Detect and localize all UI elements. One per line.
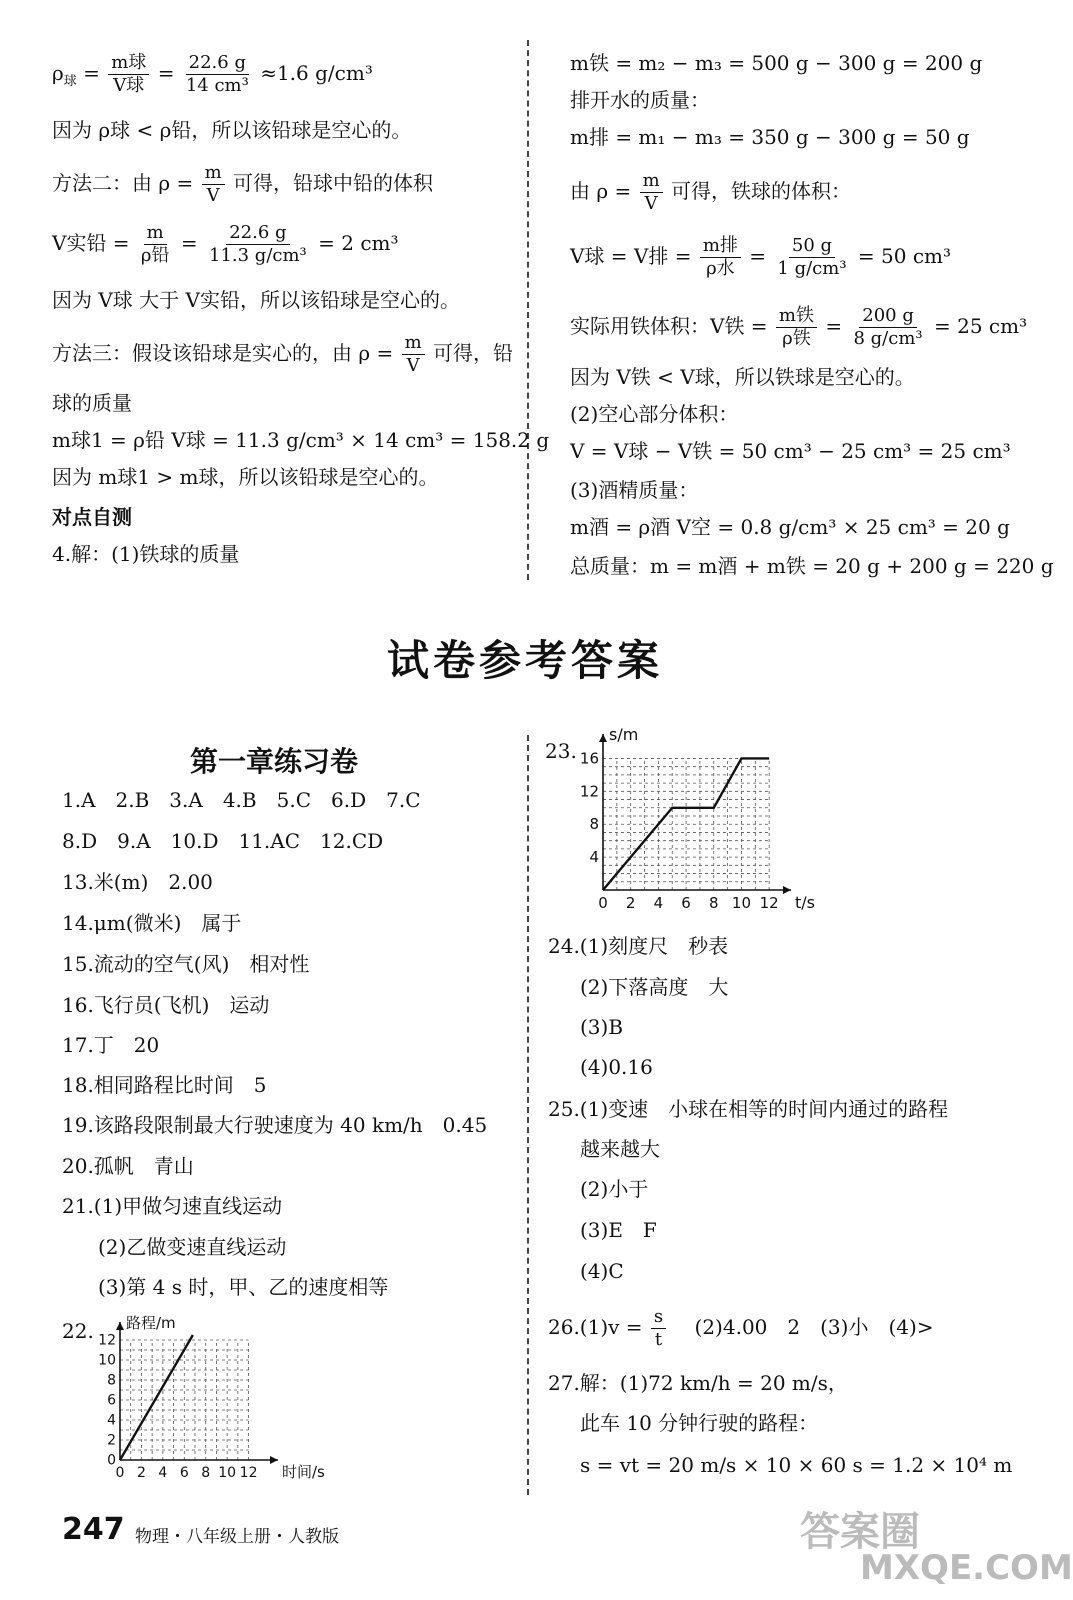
watermark-url: MXQE.COM <box>860 1548 1073 1588</box>
text-line: 因为 ρ球 < ρ铅，所以该铅球是空心的。 <box>52 118 412 142</box>
q23-label: 23. <box>545 739 577 763</box>
x-tick-label: 0 <box>115 1465 125 1481</box>
section-heading: 对点自测 <box>52 505 132 529</box>
x-axis-arrow <box>270 1456 278 1464</box>
x-tick-label: 0 <box>598 894 608 912</box>
answer-line: 越来越大 <box>580 1137 660 1161</box>
x-tick-label: 2 <box>136 1465 146 1481</box>
answer-line: 13.米(m) 2.00 <box>62 870 213 894</box>
answer-line: 19.该路段限制最大行驶速度为 40 km/h 0.45 <box>62 1113 488 1137</box>
x-tick-label: 8 <box>201 1465 211 1481</box>
x-tick-label: 12 <box>759 894 779 912</box>
x-axis-label: 时间/s <box>282 1463 325 1481</box>
text-line: m酒 = ρ酒 V空 = 0.8 g/cm³ × 25 cm³ = 20 g <box>570 515 1010 539</box>
y-tick-label: 12 <box>579 782 599 801</box>
text-line: 因为 m球1 > m球，所以该铅球是空心的。 <box>52 465 439 489</box>
x-tick-label: 6 <box>179 1465 189 1481</box>
volume-line: V实铅 = $\frac{m}{\text{ρ铅}}$ = $\frac{22.6 g}{\text{11.3 g/cm³}}$ = 2 cm³ <box>52 222 399 266</box>
answer-line: 24.(1)刻度尺 秒表 <box>548 934 729 958</box>
x-tick-label: 8 <box>708 894 719 912</box>
formula-line: 由 ρ = $\frac{m}{V}$ 可得，铁球的体积： <box>570 170 852 214</box>
bottom-column-divider <box>527 735 529 1495</box>
answer-line: (4)C <box>580 1259 624 1283</box>
text-line: (2)空心部分体积： <box>570 402 739 426</box>
answer-line: (3)第 4 s 时，甲、乙的速度相等 <box>98 1275 389 1299</box>
x-tick-label: 4 <box>158 1465 168 1481</box>
y-axis-arrow <box>599 734 607 742</box>
answer-line: s = vt = 20 m/s × 10 × 60 s = 1.2 × 10⁴ m <box>580 1453 1013 1477</box>
answer-line: (2)乙做变速直线运动 <box>98 1235 287 1259</box>
text-line: m球1 = ρ铅 V球 = 11.3 g/cm³ × 14 cm³ = 158.2 g <box>52 428 550 452</box>
section-title: 试卷参考答案 <box>386 636 663 685</box>
answer-line: 18.相同路程比时间 5 <box>62 1073 267 1097</box>
q26-line: 26.(1)v = $\frac{s}{t}$ (2)4.00 2 (3)小 (4)> <box>548 1306 934 1350</box>
y-tick-label: 4 <box>589 848 599 867</box>
x-tick-label: 10 <box>731 894 752 912</box>
method-two-line: 方法二：由 ρ = $\frac{m}{V}$ 可得，铅球中铅的体积 <box>52 162 434 206</box>
answer-line: 8.D 9.A 10.D 11.AC 12.CD <box>62 829 384 853</box>
answer-line: 17.丁 20 <box>62 1033 160 1057</box>
text-line: m铁 = m₂ − m₃ = 500 g − 300 g = 200 g <box>570 51 983 75</box>
method-three-line: 方法三：假设该铅球是实心的，由 ρ = $\frac{m}{V}$ 可得，铅 <box>52 332 514 376</box>
answer-line: (2)小于 <box>580 1177 649 1201</box>
answer-line: 14.μm(微米) 属于 <box>62 911 242 935</box>
text-line: 因为 V球 大于 V实铅，所以该铅球是空心的。 <box>52 288 460 312</box>
answer-line: 27.解：(1)72 km/h = 20 m/s， <box>548 1371 848 1395</box>
text-line: 排开水的质量： <box>570 88 710 112</box>
y-tick-label: 16 <box>579 749 599 768</box>
y-tick-label: 4 <box>107 1412 116 1429</box>
x-axis-label: t/s <box>795 893 815 912</box>
text-line: 球的质量 <box>52 391 132 415</box>
chart-23 <box>565 725 835 923</box>
answer-line: (2)下落高度 大 <box>580 975 729 999</box>
answer-line: (3)B <box>580 1015 624 1039</box>
text-line: (3)酒精质量： <box>570 478 699 502</box>
text-line: V = V球 − V铁 = 50 cm³ − 25 cm³ = 25 cm³ <box>570 439 1011 463</box>
y-tick-label: 6 <box>107 1392 116 1409</box>
book-title: 物理・八年级上册・人教版 <box>135 1527 339 1547</box>
y-axis-arrow <box>116 1322 124 1330</box>
chart-22 <box>90 1314 350 1488</box>
y-tick-label: 8 <box>107 1372 116 1389</box>
y-tick-label: 10 <box>98 1352 116 1369</box>
x-tick-label: 12 <box>239 1465 258 1481</box>
page-number: 247 <box>62 1512 125 1547</box>
x-tick-label: 6 <box>681 894 691 912</box>
y-tick-label: 0 <box>107 1452 116 1469</box>
x-tick-label: 4 <box>653 894 664 912</box>
y-tick-label: 8 <box>589 815 599 834</box>
q22-label: 22. <box>62 1319 94 1343</box>
text-line: m排 = m₁ − m₃ = 350 g − 300 g = 50 g <box>570 125 970 149</box>
formula-line: V球 = V排 = $\frac{\text{m排}}{\text{ρ水}}$ = $\frac{50 g}{\text{1 g/cm³}}$ = 50 cm³ <box>570 235 952 279</box>
density-line: $\rho_球$ = $\frac{\text{m球}}{\text{V球}}$ = $\frac{22.6 g}{\text{14 cm³}}$ ≈1.6 g/cm³ <box>52 52 373 96</box>
y-axis-label: s/m <box>609 725 639 744</box>
watermark-logo: 答案圈 <box>800 1509 920 1555</box>
answer-line: 25.(1)变速 小球在相等的时间内通过的路程 <box>548 1097 949 1121</box>
formula-line: 实际用铁体积：V铁 = $\frac{\text{m铁}}{\text{ρ铁}}$ = $\frac{200 g}{\text{8 g/cm³}}$ = 25 cm³ <box>570 305 1028 349</box>
chapter-title: 第一章练习卷 <box>190 745 359 778</box>
text-line: 因为 V铁 < V球，所以铁球是空心的。 <box>570 365 915 389</box>
answer-line: (3)E F <box>580 1218 657 1242</box>
y-axis-label: 路程/m <box>126 1314 176 1332</box>
top-column-divider <box>527 40 529 580</box>
answer-line: 20.孤帆 青山 <box>62 1154 194 1178</box>
answer-line: 21.(1)甲做匀速直线运动 <box>62 1194 283 1218</box>
answer-line: 16.飞行员(飞机) 运动 <box>62 993 270 1017</box>
x-tick-label: 2 <box>625 894 636 912</box>
answer-line: 此车 10 分钟行驶的路程： <box>580 1411 819 1435</box>
text-line: 4.解：(1)铁球的质量 <box>52 542 240 566</box>
answer-line: 1.A 2.B 3.A 4.B 5.C 6.D 7.C <box>62 788 421 812</box>
answer-line: (4)0.16 <box>580 1055 653 1079</box>
y-tick-label: 12 <box>98 1332 116 1349</box>
answer-line: 15.流动的空气(风) 相对性 <box>62 952 310 976</box>
y-tick-label: 2 <box>107 1432 116 1449</box>
text-line: 总质量：m = m酒 + m铁 = 20 g + 200 g = 220 g <box>570 554 1054 578</box>
x-axis-arrow <box>783 886 791 894</box>
x-tick-label: 10 <box>218 1465 237 1481</box>
